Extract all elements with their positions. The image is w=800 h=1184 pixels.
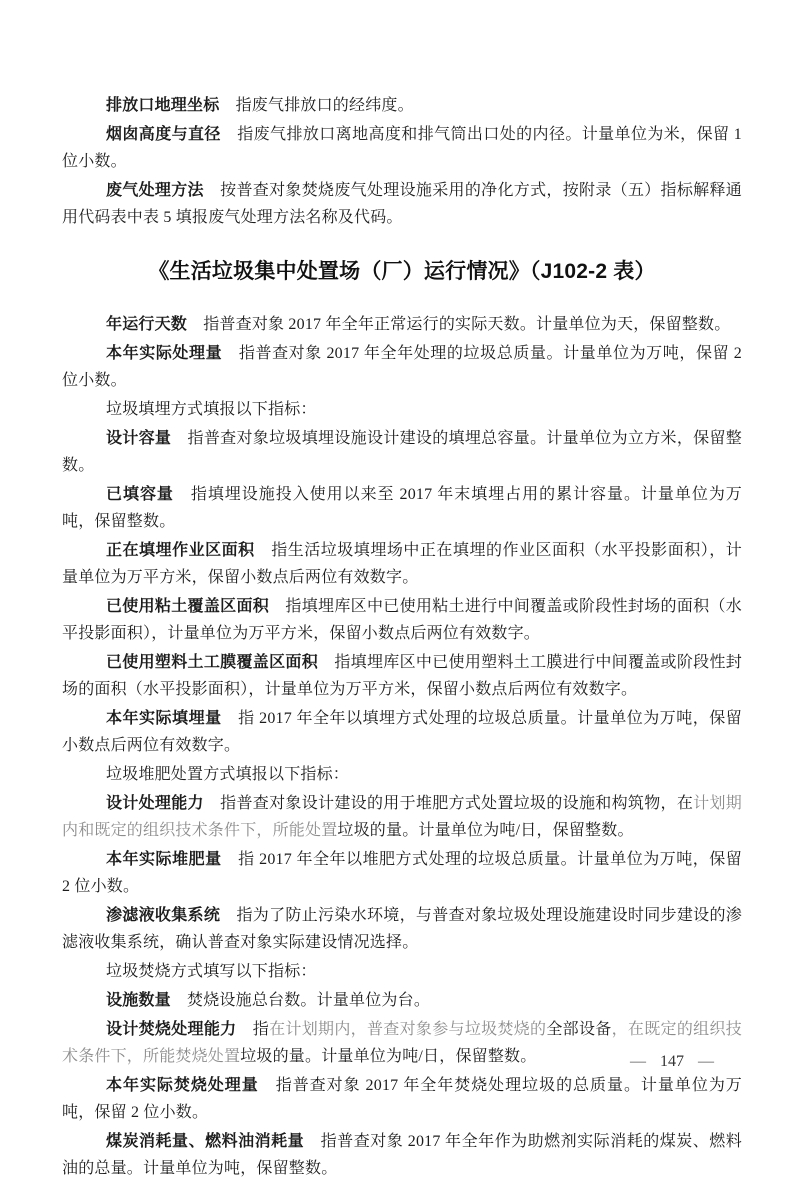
paragraph [62,705,742,759]
paragraph [62,902,742,956]
term-definition-text: 指普查对象 2017 年全年正常运行的实际天数。计量单位为天，保留整数。 [187,316,731,333]
intro-paragraphs [62,92,742,231]
term-label: 正在填埋作业区面积 [106,542,255,559]
term-definition-text: 垃圾的量。计量单位为吨/日，保留整数。 [337,822,634,839]
term-definition-text: 垃圾堆肥处置方式填报以下指标： [106,766,350,783]
term-definition-text: 全部设备 [546,1021,612,1038]
term-label: 渗滤液收集系统 [106,907,221,924]
paragraph [62,425,742,479]
term-label: 本年实际处理量 [106,345,223,362]
term-definition-text: 指废气排放口离地高度和排气筒出口处的内径。计量单位为米，保留 1 位小数。 [62,126,742,170]
term-label: 设施数量 [106,992,171,1009]
paragraph [62,481,742,535]
term-label: 设计处理能力 [106,795,204,812]
term-definition-text: 指填埋库区中已使用塑料土工膜进行中间覆盖或阶段性封场的面积（水平投影面积），计量单位为万平方米，保留小数点后两位有效数字。 [62,654,743,698]
term-label: 已使用塑料土工膜覆盖区面积 [106,654,319,671]
paragraph [62,649,742,703]
document-content [62,92,742,1184]
term-definition-text: 指填埋设施投入使用以来至 2017 年末填埋占用的累计容量。计量单位为万吨，保留整数。 [62,486,742,530]
section-title: 《生活垃圾集中处置场（厂）运行情况》（J102-2 表） [148,260,656,283]
paragraph [62,790,742,844]
term-label: 排放口地理坐标 [106,97,220,114]
term-definition-text: 指普查对象 2017 年全年作为助燃剂实际消耗的煤炭、燃料油的总量。计量单位为吨，保留整数。 [62,1133,742,1177]
term-label: 煤炭消耗量、燃料油消耗量 [106,1133,305,1150]
term-definition-text: 计划期内和既定的组织技术条件下，所能处置 [62,795,742,839]
paragraph [62,987,742,1014]
term-label: 本年实际堆肥量 [106,851,222,868]
term-definition-text: 指 2017 年全年以填埋方式处理的垃圾总质量。计量单位为万吨，保留小数点后两位有效数字。 [62,710,742,754]
footer-right-dash: — [698,1053,714,1070]
term-definition-text: ，在既定的组织技术条件下，所能焚烧处置 [62,1021,742,1065]
paragraph [62,761,742,788]
paragraph [62,340,742,394]
term-definition-text: 指生活垃圾填埋场中正在填埋的作业区面积（水平投影面积），计量单位为万平方米，保留小数点后两位有效数字。 [62,542,742,586]
term-definition-text: 垃圾的量。计量单位为吨/日，保留整数。 [240,1048,537,1065]
paragraph [62,396,742,423]
term-label: 设计容量 [106,430,172,447]
term-definition-text: 垃圾填埋方式填报以下指标： [106,401,317,418]
term-definition-text: 指普查对象 2017 年全年处理的垃圾总质量。计量单位为万吨，保留 2 位小数。 [62,345,743,389]
term-label: 本年实际填埋量 [106,710,222,727]
paragraph [62,537,742,591]
term-definition-text: 指 [236,1021,270,1038]
term-definition-text: 指为了防止污染水环境，与普查对象垃圾处理设施建设时同步建设的渗滤液收集系统，确认普查对象实际建设情况选择。 [62,907,742,951]
term-label: 废气处理方法 [106,182,204,199]
page-footer [630,1053,714,1071]
paragraph [62,92,742,119]
body-paragraphs [62,311,742,1182]
term-label: 烟囱高度与直径 [106,126,221,143]
term-definition-text: 指普查对象垃圾填埋设施设计建设的填埋总容量。计量单位为立方米，保留整数。 [62,430,742,474]
term-label: 设计焚烧处理能力 [106,1021,237,1038]
term-definition-text: 指普查对象设计建设的用于堆肥方式处置垃圾的设施和构筑物，在 [203,795,694,812]
paragraph [62,311,742,338]
page-number: 147 [660,1053,684,1070]
paragraph [62,1128,742,1182]
paragraph [62,958,742,985]
term-definition-text: 指 2017 年全年以堆肥方式处理的垃圾总质量。计量单位为万吨，保留 2 位小数。 [62,851,742,895]
paragraph [62,593,742,647]
term-definition-text: 在计划期内，普查对象参与垃圾焚烧的 [269,1021,547,1038]
paragraph [62,846,742,900]
term-definition-text: 指普查对象 2017 年全年焚烧处理垃圾的总质量。计量单位为万吨，保留 2 位小数。 [62,1077,742,1121]
footer-left-dash: — [630,1053,646,1070]
paragraph [62,177,742,231]
term-definition-text: 按普查对象焚烧废气处理设施采用的净化方式，按附录（五）指标解释通用代码表中表 5 填报废气处理方法名称及代码。 [62,182,743,226]
term-definition-text: 指填埋库区中已使用粘土进行中间覆盖或阶段性封场的面积（水平投影面积），计量单位为万平方米，保留小数点后两位有效数字。 [62,598,742,642]
term-definition-text: 垃圾焚烧方式填写以下指标： [106,963,317,980]
paragraph [62,1072,742,1126]
term-label: 已使用粘土覆盖区面积 [106,598,270,615]
term-definition-text: 焚烧设施总台数。计量单位为台。 [170,992,431,1009]
term-label: 已填容量 [106,486,174,503]
term-definition-text: 指废气排放口的经纬度。 [219,97,414,114]
paragraph [62,121,742,175]
term-label: 年运行天数 [106,316,188,333]
term-label: 本年实际焚烧处理量 [106,1077,259,1094]
